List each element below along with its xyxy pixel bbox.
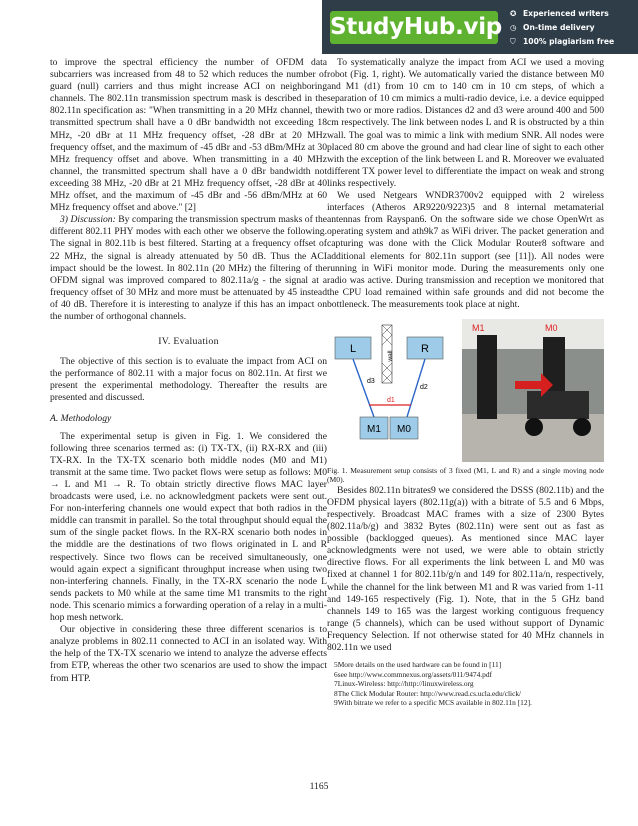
banner-feature-writers: ✪ Experienced writers: [510, 9, 609, 18]
d3-label: d3: [367, 377, 375, 385]
shield-icon: ⛉: [510, 37, 516, 46]
banner-feature-plagiarism: ⛉ 100% plagiarism free: [510, 37, 615, 46]
footnote-8: 8The Click Modular Router: http://www.read.cs.ucla.edu/click/: [334, 688, 522, 698]
page-number: 1165: [309, 781, 329, 792]
paragraph-discussion: [50, 214, 327, 323]
discussion-text: By comparing the transmission spectrum masks of the different 802.11 PHY modes with each other we observe the following. The signal in 802.11b is best filtered. Starting at a frequency offset of 22 MHz, the signal is already attenuated by 50 dB. Thus the ACI impact should be the lowest. In 802.11n (20 MHz) the filtering of the OFDM signal was improved compared to 802.11a/g - the signal at a frequency offset of 30 MHz and more must be attenuated by 45 instead of 40 dB. Therefore it is interesting to analyze if this has an impact on the number of orthogonal channels.: [50, 214, 328, 322]
studyhub-logo[interactable]: StudyHub.vip: [330, 11, 498, 44]
ad-banner[interactable]: [322, 0, 638, 54]
d1-label: d1: [387, 396, 395, 404]
footnote-6: 6see http://www.commnexus.org/assets/011/9474.pdf: [334, 669, 492, 679]
paragraph-spectrum-mask: to improve the spectral efficiency the number of OFDM data subcarriers was increased from 48 to 52 which reduces the number of guard (null) carriers and thus might increase ACI on neighboring channels. The 802.11n transmission spectrum mask is described in the 802.11n specification as: "When transmitting in a 20 MHz channel, the transmitted spectrum shall have a 0 dBr bandwidth not exceeding 18 MHz, -20 dBr at 11 MHz frequency offset, -28 dBr at 20 MHz frequency offset, and the maximum of -45 dBr and -53 dBm/MHz at 30 MHz frequency offset and above. When transmitting in a 40 MHz channel, the transmitted spectrum shall have a 0 dBr bandwidth not exceeding 38 MHz, -20 dBr at 21 MHz frequency offset, -28 dBr at 40 MHz offset, and the maximum of -45 dBr and -56 dBm/MHz at 60 MHz frequency offset and above." [2]: [50, 57, 327, 214]
d2-label: d2: [420, 383, 428, 391]
paragraph-bitrates: Besides 802.11n bitrates9 we considered the DSSS (802.11b) and the OFDM physical layers (802.11g(a)) with a bitrate of 5.5 and 6 Mbps, respectively. Broadcast MAC frames with a size of 2300 Bytes (802.11a/b/g) and 3832 Bytes (802.11n) were sent out as fast as possible (backlogged queues). As mentioned since MAC layer acknowledgments were not used, we were able to obtain strictly directive flows. For all experiments the link between L and M0 was fixed at channel 1 for 802.11b/g/n and 149 for 802.11a/n, respectively, while the channel for the link between M1 and R was varied from 1-11 and 149-165 respectively (Fig. 1). Note, that in the 5 GHz band channels 149 to 165 was the largest working contiguous frequency range (5 channels), which can be used without support of Dynamic Frequency Selection. If not otherwise stated for 40 MHz channels in 802.11n we used: [327, 484, 604, 653]
medal-icon: ✪: [510, 9, 517, 18]
paragraph-robot-setup: To systematically analyze the impact from ACI we used a moving robot (Fig. 1, right). We automatically varied the distance between M0 and M1 (d1) from 10 cm to 140 cm in 10 cm steps, of which a separation of 10 cm mimics a multi-radio device, i.e. a device equipped with two or more radios. Distances d2 and d3 were around 400 and 500 cm respectively. The link between nodes L and R is obstructed by a thin wall. The goal was to mimic a link with medium SNR. All nodes were placed 80 cm above the ground and had clear line of sight to each other with the exception of the link between L and R. Moreover we evaluated different TX power level to differentiate the impact on weak and strong links respectively.: [327, 57, 604, 189]
figure-caption: Fig. 1. Measurement setup consists of 3 fixed (M1, L and R) and a single moving node (M0).: [327, 465, 604, 485]
photo-m0-label: M0: [545, 322, 558, 333]
paragraph-hardware: We used Netgears WNDR3700v2 equipped with 2 wireless interfaces (Atheros AR9220/9223)5 and 8 internal metamaterial antennas from Rayspan6. On the software side we chose OpenWrt as operating system and ath9k7 as WiFi driver. The packet generation and capturing was done with the Click Modular Router8 software and additional elements for 802.11n support (see [11]). All nodes were running in WiFi monitor mode. During the measurements only one radio was active. During transmission and reception we monitored that the CPU load remained within safe grounds and did not become the bottleneck. The measurements took place at night.: [327, 190, 604, 310]
discussion-label: 3) Discussion:: [60, 214, 116, 226]
node-r-label: R: [421, 342, 429, 355]
figure-1: [327, 319, 604, 462]
link-l-m1: [353, 359, 374, 417]
footnotes: [327, 660, 604, 708]
photo-m1-label: M1: [472, 322, 485, 333]
banner-feature-delivery: ◷ On-time delivery: [510, 23, 595, 32]
node-l-label: L: [349, 342, 357, 355]
node-m0-label: M0: [397, 423, 411, 435]
section-heading-evaluation: IV. Evaluation: [158, 336, 219, 348]
paragraph-objective: Our objective in considering these three different scenarios is to analyze problems in 802.11 connected to ACI in an isolated way. With the help of the TX-TX scenario we intend to analyze the adverse effects from ETP, whereas the other two scenarios are used to show the impact from HTP.: [50, 624, 327, 684]
setup-diagram: [327, 319, 604, 462]
clock-icon: ◷: [510, 23, 517, 32]
node-m1-label: M1: [367, 423, 381, 435]
footnote-7: 7Linux-Wireless: http://http://linuxwireless.org: [334, 679, 474, 689]
subsection-heading-methodology: A. Methodology: [50, 412, 112, 424]
robot-base: [527, 391, 589, 419]
left-column: [50, 57, 327, 685]
footnote-9: 9With bitrate we refer to a specific MCS available in 802.11n [12].: [334, 698, 532, 708]
right-column: [327, 57, 604, 708]
router-m1: [477, 335, 497, 419]
paragraph-evaluation-intro: The objective of this section is to evaluate the impact from ACI on the performance of 802.11 with a major focus on 802.11n. At first we present the experimental methodology. Thereafter the results are presented and discussed.: [50, 356, 327, 404]
wall-label: wall: [387, 350, 394, 362]
footnote-5: 5More details on the used hardware can be found in [11]: [334, 660, 502, 670]
paragraph-scenarios: The experimental setup is given in Fig. 1. We considered the following three scenarios termed as: (i) TX-TX, (ii) RX-RX and (iii) TX-RX. In the TX-TX scenario both middle nodes (M0 and M1) transmit at the same time. Two packet flows were setup as follows: M0 → L and M1 → R. To obtain strictly directive flows MAC layer broadcasts were used, i.e. no acknowledgment packets were sent out. For non-interfering channels one would expect that both radios in the middle can transmit in parallel. So the total throughput should equal the sum of the single packet flows. In the RX-RX scenario both nodes in the middle are the destinations of two flows originated in L and R respectively. Since two flows can be received simultaneously, one would again expect a significant throughput increase when using two non-interfering channels. Finally, in the TX-RX scenario the node L sends packets to M0 while at the same time M1 transmits to the right node. This scenario mimics a forwarding operation of a relay in a multi-hop mesh network.: [50, 430, 327, 624]
